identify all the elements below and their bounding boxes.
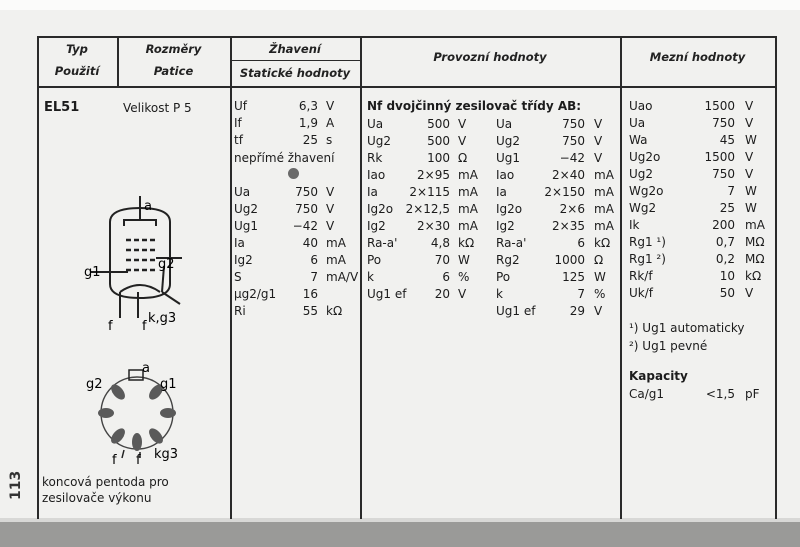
op-right-symbol: Rg2 [496, 253, 520, 267]
capacity-title: Kapacity [629, 369, 688, 383]
limit-unit: W [745, 201, 757, 215]
static-symbol: S [234, 270, 242, 284]
op-right-value: 125 [562, 270, 585, 284]
static-value: 55 [302, 304, 318, 318]
op-left-unit: mA [458, 185, 478, 199]
pin-left [98, 408, 114, 418]
limit-value: 200 [712, 218, 735, 232]
limit-unit: V [745, 150, 754, 164]
pin-right [160, 408, 176, 418]
op-left-symbol: Po [367, 253, 382, 267]
heating-value: 6,3 [298, 99, 318, 113]
op-right-value: 750 [562, 117, 585, 131]
limit-unit: mA [745, 218, 765, 232]
op-left-value: 2×95 [417, 168, 450, 182]
heating-value: 1,9 [298, 116, 318, 130]
op-left-unit: W [458, 253, 470, 267]
limit-value: 1500 [704, 99, 735, 113]
static-value: 7 [310, 270, 318, 284]
op-right-value: 1000 [554, 253, 585, 267]
limit-value: 45 [719, 133, 735, 147]
capacity-value: <1,5 [705, 387, 735, 401]
op-left-unit: Ω [458, 151, 468, 165]
header-heating: Žhavení [269, 42, 321, 56]
limit-symbol: Ik [629, 218, 640, 232]
header-dimensions: Rozměry [145, 42, 202, 56]
op-left-value: 500 [427, 134, 450, 148]
static-unit: V [326, 219, 335, 233]
op-left-symbol: Ua [367, 117, 384, 131]
page-number: 113 [8, 470, 24, 500]
limit-symbol: Wg2 [629, 201, 657, 215]
header-limit-values: Mezní hodnoty [649, 50, 746, 64]
limit-symbol: Ug2 [629, 167, 654, 181]
header-operating-values: Provozní hodnoty [433, 50, 547, 64]
op-right-value: 29 [569, 304, 585, 318]
limit-unit: V [745, 167, 754, 181]
op-left-unit: % [458, 270, 470, 284]
limit-unit: MΩ [745, 235, 765, 249]
static-symbol: Ri [234, 304, 246, 318]
op-right-unit: Ω [594, 253, 604, 267]
op-right-value: 750 [562, 134, 585, 148]
capacity-unit: pF [745, 387, 760, 401]
op-left-value: 2×115 [409, 185, 450, 199]
op-left-symbol: Ug2 [367, 134, 392, 148]
limit-symbol: Uao [629, 99, 653, 113]
op-left-value: 100 [427, 151, 450, 165]
op-left-unit: V [458, 117, 467, 131]
limit-value: 750 [712, 167, 735, 181]
op-left-unit: V [458, 134, 467, 148]
op-left-symbol: Ig2 [367, 219, 386, 233]
tube-symbol [82, 192, 192, 332]
op-left-symbol: Rk [367, 151, 383, 165]
op-left-value: 500 [427, 117, 450, 131]
static-value: 40 [302, 236, 318, 250]
symbol-label-f2: f [142, 319, 147, 332]
op-right-symbol: Ra-a' [496, 236, 527, 250]
limit-value: 25 [719, 201, 735, 215]
limit-unit: V [745, 99, 754, 113]
capacity-symbol: Ca/g1 [629, 387, 665, 401]
heating-symbol: tf [234, 133, 243, 147]
limit-value: 0,2 [715, 252, 735, 266]
limit-symbol: Wa [629, 133, 648, 147]
static-symbol: Ig2 [234, 253, 253, 267]
limit-symbol: Rg1 ²) [629, 252, 666, 266]
op-left-value: 4,8 [430, 236, 450, 250]
op-right-value: 6 [577, 236, 585, 250]
limit-symbol: Uk/f [629, 286, 653, 300]
symbol-label-kg3: k,g3 [148, 311, 177, 326]
limit-symbol: Ua [629, 116, 646, 130]
op-left-value: 2×12,5 [405, 202, 450, 216]
anode-plate [124, 220, 156, 226]
limit-symbol: Ug2o [629, 150, 661, 164]
heating-unit: V [326, 99, 335, 113]
static-value: 16 [302, 287, 318, 301]
static-unit: V [326, 202, 335, 216]
static-value: 750 [295, 202, 318, 216]
heating-symbol: If [234, 116, 242, 130]
op-left-value: 2×30 [417, 219, 450, 233]
tube-description-line2: zesilovače výkonu [42, 491, 152, 505]
symbol-label-a: a [144, 199, 152, 214]
op-left-symbol: k [367, 270, 374, 284]
op-left-symbol: Ra-a' [367, 236, 398, 250]
op-right-unit: V [594, 304, 603, 318]
symbol-label-f1: f [108, 319, 113, 332]
op-right-value: 2×150 [544, 185, 585, 199]
heating-indicator-dot [288, 168, 299, 179]
limit-unit: MΩ [745, 252, 765, 266]
heating-value: 25 [302, 133, 318, 147]
footnote-1: ¹) Ug1 automaticky [629, 321, 745, 335]
header-usage: Použití [54, 64, 100, 78]
symbol-label-g1: g1 [84, 265, 101, 280]
op-right-unit: V [594, 151, 603, 165]
static-unit: mA [326, 236, 346, 250]
op-left-value: 20 [434, 287, 450, 301]
op-left-unit: mA [458, 168, 478, 182]
limit-value: 0,7 [715, 235, 735, 249]
op-right-symbol: Iao [496, 168, 515, 182]
static-symbol: Ug2 [234, 202, 259, 216]
op-left-unit: V [458, 287, 467, 301]
static-symbol: Ua [234, 185, 251, 199]
operating-title: Nf dvojčinný zesilovač třídy AB: [367, 99, 582, 113]
op-right-unit: mA [594, 202, 614, 216]
limit-value: 750 [712, 116, 735, 130]
limit-unit: kΩ [745, 269, 762, 283]
static-symbol: μg2/g1 [234, 287, 277, 301]
static-unit: mA/V [326, 270, 359, 284]
op-left-value: 70 [434, 253, 450, 267]
static-unit: mA [326, 253, 346, 267]
heating-unit: A [326, 116, 335, 130]
limit-symbol: Rk/f [629, 269, 653, 283]
limit-symbol: Wg2o [629, 184, 664, 198]
op-right-symbol: Ig2o [496, 202, 523, 216]
base-label-f1: f [112, 453, 117, 466]
heating-symbol: Uf [234, 99, 248, 113]
op-left-value: 6 [442, 270, 450, 284]
op-right-symbol: Po [496, 270, 511, 284]
base-label-g2: g2 [86, 377, 103, 392]
pin-g2 [108, 382, 127, 402]
tube-description-line1: koncová pentoda pro [42, 475, 169, 489]
limit-unit: V [745, 286, 754, 300]
static-value: 6 [310, 253, 318, 267]
base-label-kg3: kg3 [154, 447, 179, 462]
op-right-unit: V [594, 117, 603, 131]
base-label-f2: f [136, 453, 141, 466]
op-left-symbol: Ig2o [367, 202, 394, 216]
limit-value: 1500 [704, 150, 735, 164]
op-right-unit: V [594, 134, 603, 148]
op-right-value: 7 [577, 287, 585, 301]
static-symbol: Ug1 [234, 219, 259, 233]
op-right-unit: mA [594, 168, 614, 182]
header-static-values: Statické hodnoty [239, 66, 351, 80]
op-right-symbol: Ug2 [496, 134, 521, 148]
op-right-value: −42 [559, 151, 585, 165]
op-left-unit: mA [458, 202, 478, 216]
op-right-symbol: k [496, 287, 503, 301]
op-right-symbol: Ug1 ef [496, 304, 536, 318]
static-unit: kΩ [326, 304, 343, 318]
static-value: 750 [295, 185, 318, 199]
tube-base-diagram [82, 358, 192, 466]
static-value: −42 [292, 219, 318, 233]
op-left-unit: kΩ [458, 236, 475, 250]
limit-value: 7 [727, 184, 735, 198]
cathode [120, 285, 160, 292]
symbol-label-g2: g2 [158, 257, 175, 272]
op-right-value: 2×35 [552, 219, 585, 233]
tube-size: Velikost P 5 [123, 101, 192, 115]
op-left-unit: mA [458, 219, 478, 233]
limit-symbol: Rg1 ¹) [629, 235, 666, 249]
heating-note: nepřímé žhavení [234, 151, 335, 165]
heating-unit: s [326, 133, 333, 147]
base-key [129, 370, 143, 380]
op-right-unit: W [594, 270, 606, 284]
op-left-symbol: Ia [367, 185, 378, 199]
header-type: Typ [66, 42, 88, 56]
static-symbol: Ia [234, 236, 245, 250]
footnote-2: ²) Ug1 pevné [629, 339, 708, 353]
op-left-symbol: Ug1 ef [367, 287, 407, 301]
limit-unit: W [745, 184, 757, 198]
base-label-g1: g1 [160, 377, 177, 392]
op-right-symbol: Ug1 [496, 151, 521, 165]
pin-f2 [132, 433, 142, 451]
limit-value: 50 [719, 286, 735, 300]
op-right-unit: mA [594, 185, 614, 199]
op-right-unit: % [594, 287, 606, 301]
op-right-value: 2×6 [559, 202, 585, 216]
op-right-unit: kΩ [594, 236, 611, 250]
op-right-value: 2×40 [552, 168, 585, 182]
op-right-symbol: Ia [496, 185, 507, 199]
op-left-symbol: Iao [367, 168, 386, 182]
limit-unit: V [745, 116, 754, 130]
tube-type: EL51 [44, 100, 80, 115]
op-right-symbol: Ua [496, 117, 513, 131]
limit-value: 10 [719, 269, 735, 283]
header-socket: Patice [153, 64, 194, 78]
op-right-unit: mA [594, 219, 614, 233]
static-unit: V [326, 185, 335, 199]
base-label-a: a [142, 361, 150, 376]
limit-unit: W [745, 133, 757, 147]
op-right-symbol: Ig2 [496, 219, 515, 233]
